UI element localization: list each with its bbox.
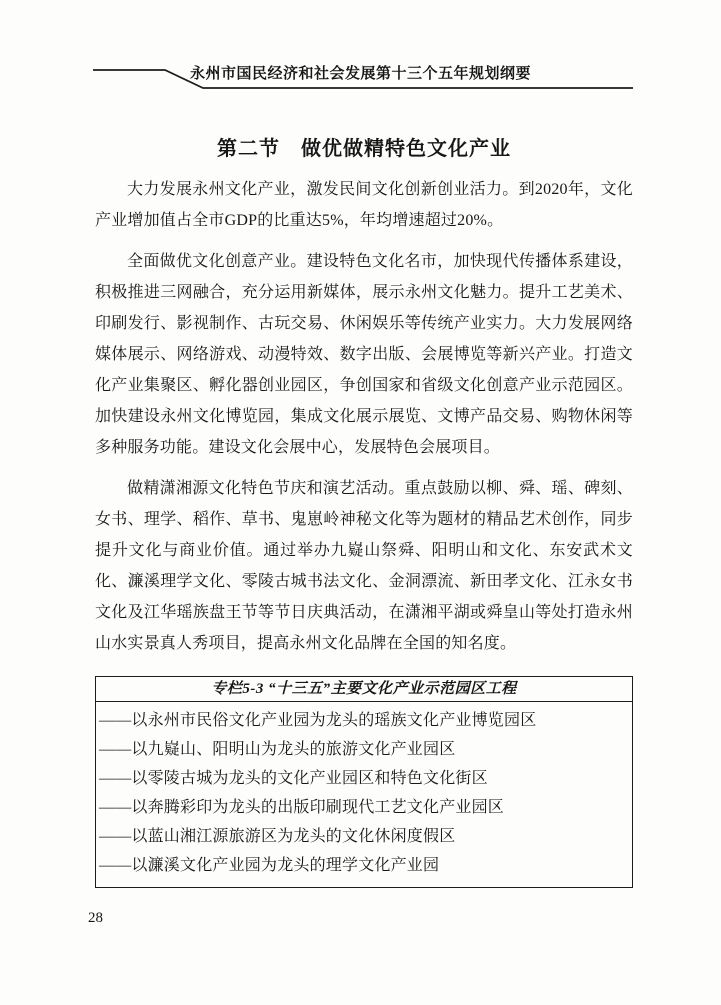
header-rule-line [0,0,721,100]
panel-item-2: ——以九嶷山、阳明山为龙头的旅游文化产业园区 [99,741,456,758]
feature-panel-box [95,676,633,888]
feature-panel-title: 专栏5-3 “十三五”主要文化产业示范园区工程 [96,677,632,702]
panel-item-4: ——以奔腾彩印为龙头的出版印刷现代工艺文化产业园区 [99,799,505,816]
panel-item-6: ——以濂溪文化产业园为龙头的理学文化产业园 [99,857,440,874]
section-title: 第二节 做优做精特色文化产业 [217,138,511,160]
paragraph-3: 做精潇湘源文化特色节庆和演艺活动。重点鼓励以柳、舜、瑶、碑刻、女书、理学、稻作、草书、鬼崽岭神秘文化等为题材的精品艺术创作，同步提升文化与商业价值。通过举办九嶷山祭舜、阳明山和文化、东安武术文化、濂溪理学文化、零陵古城书法文化、金洞漂流、新田孝文化、江永女书文化及江华瑶族盘王节等节日庆典活动，在潇湘平湖或舜皇山等处打造永州山水实景真人秀项目，提高永州文化品牌在全国的知名度。 [95,480,633,652]
page-number: 28 [88,910,103,926]
page-content [95,136,633,888]
running-header-title: 永州市国民经济和社会发展第十三个五年规划纲要 [189,66,531,82]
paragraph-2: 全面做优文化创意产业。建设特色文化名市，加快现代传播体系建设，积极推进三网融合，充分运用新媒体，展示永州文化魅力。提升工艺美术、印刷发行、影视制作、古玩交易、休闲娱乐等传统产业实力。大力发展网络媒体展示、网络游戏、动漫特效、数字出版、会展博览等新兴产业。打造文化产业集聚区、孵化器创业园区，争创国家和省级文化创意产业示范园区。加快建设永州文化博览园，集成文化展示展览、文博产品交易、购物休闲等多种服务功能。建设文化会展中心，发展特色会展项目。 [95,253,633,456]
panel-item-1: ——以永州市民俗文化产业园为龙头的瑶族文化产业博览园区 [99,712,537,729]
panel-item-5: ——以蓝山湘江源旅游区为龙头的文化休闲度假区 [99,828,456,845]
feature-panel-list [96,702,632,887]
panel-item-3: ——以零陵古城为龙头的文化产业园区和特色文化街区 [99,770,488,787]
paragraph-1: 大力发展永州文化产业，激发民间文化创新创业活力。到2020年，文化产业增加值占全市GDP的比重达5%，年均增速超过20%。 [95,181,633,229]
